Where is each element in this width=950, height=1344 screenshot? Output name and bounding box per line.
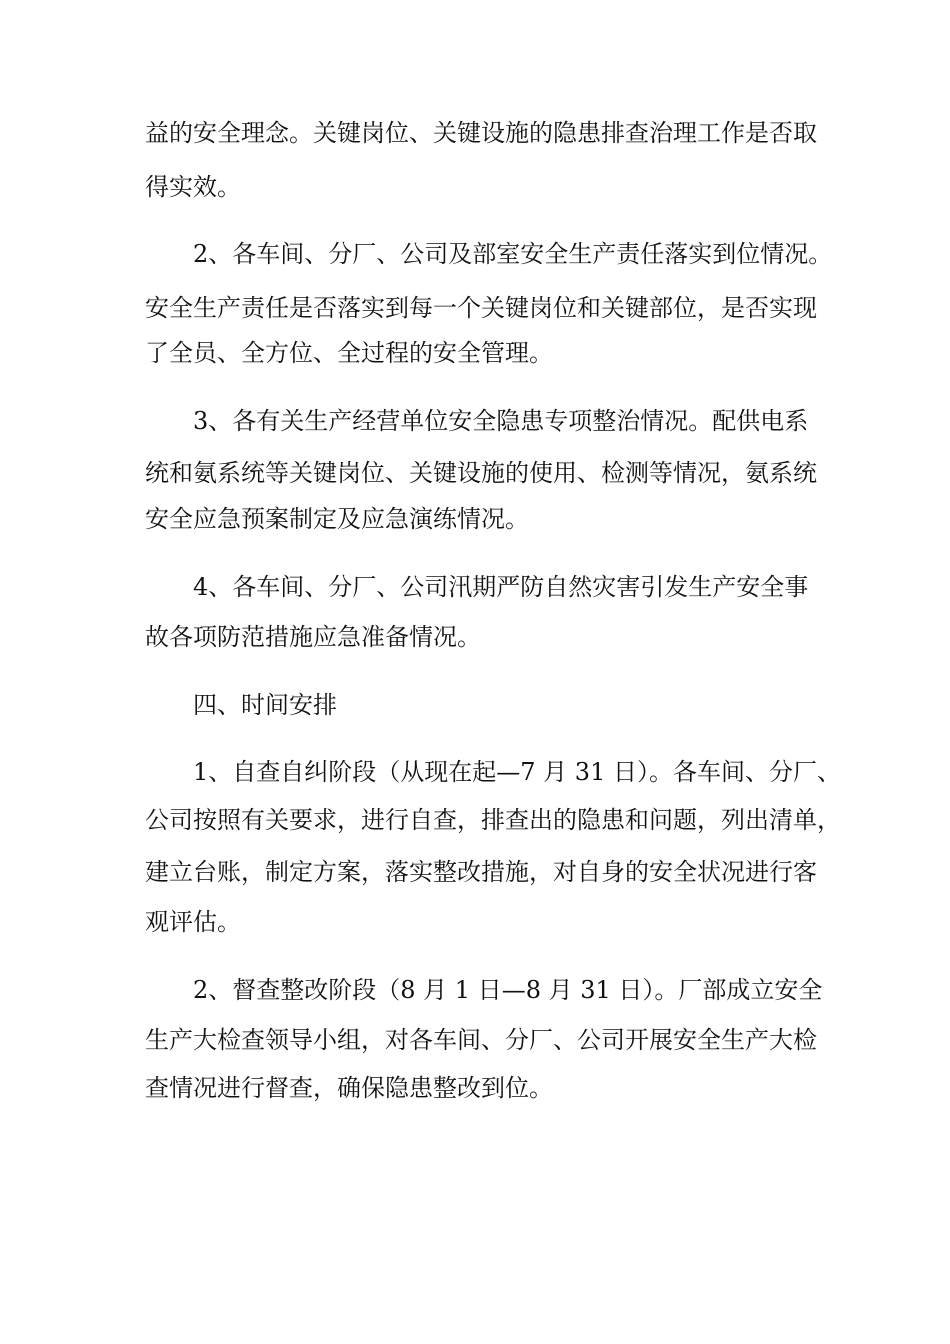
paragraph-line: 公司按照有关要求，进行自查，排查出的隐患和问题，列出清单， (145, 806, 841, 834)
paragraph-line: 了全员、全方位、全过程的安全管理。 (145, 339, 553, 367)
paragraph-line: 安全生产责任是否落实到每一个关键岗位和关键部位，是否实现 (145, 294, 817, 322)
paragraph-line: 4、各车间、分厂、公司汛期严防自然灾害引发生产安全事 (193, 573, 809, 601)
paragraph-line: 安全应急预案制定及应急演练情况。 (145, 505, 529, 533)
paragraph-line: 统和氨系统等关键岗位、关键设施的使用、检测等情况，氨系统 (145, 459, 817, 487)
section-heading: 四、时间安排 (193, 691, 337, 719)
paragraph-line: 得实效。 (145, 173, 241, 201)
paragraph-line: 故各项防范措施应急准备情况。 (145, 623, 481, 651)
paragraph-line: 2、督查整改阶段（8 月 1 日—8 月 31 日）。厂部成立安全 (193, 976, 823, 1004)
paragraph-line: 益的安全理念。关键岗位、关键设施的隐患排查治理工作是否取 (145, 119, 817, 147)
paragraph-line: 2、各车间、分厂、公司及部室安全生产责任落实到位情况。 (193, 240, 833, 268)
paragraph-line: 生产大检查领导小组，对各车间、分厂、公司开展安全生产大检 (145, 1026, 817, 1054)
paragraph-line: 建立台账，制定方案，落实整改措施，对自身的安全状况进行客 (145, 858, 817, 886)
paragraph-line: 观评估。 (145, 908, 241, 936)
paragraph-line: 1、自查自纠阶段（从现在起—7 月 31 日）。各车间、分厂、 (193, 758, 841, 786)
paragraph-line: 3、各有关生产经营单位安全隐患专项整治情况。配供电系 (193, 407, 809, 435)
paragraph-line: 查情况进行督查，确保隐患整改到位。 (145, 1074, 553, 1102)
